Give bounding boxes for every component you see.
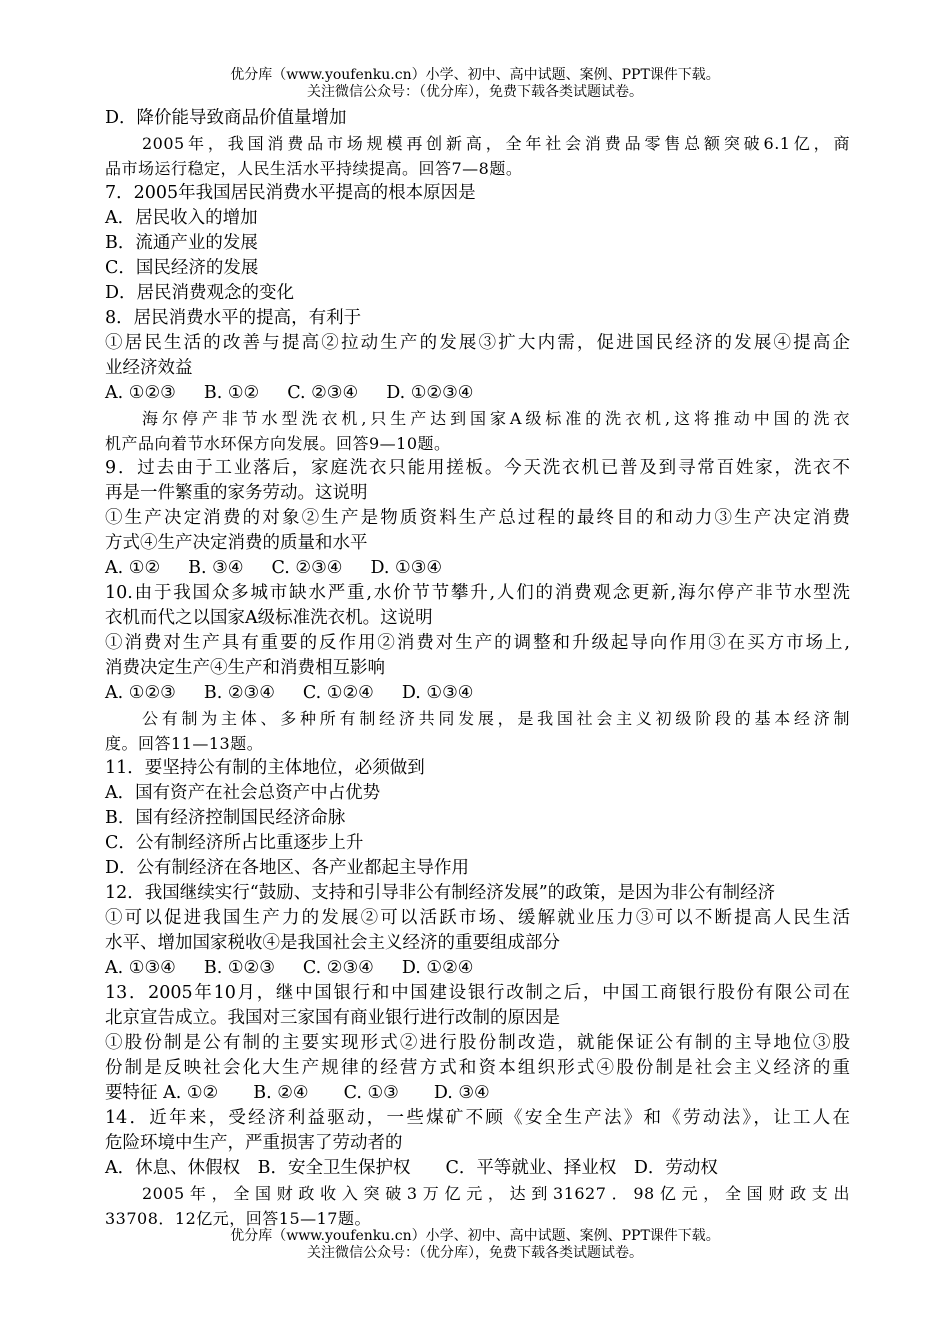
question-line: A．休息、休假权 B．安全卫生保护权 C．平等就业、择业权 D．劳动权: [105, 1158, 718, 1178]
question-line: 危险环境中生产，严重损害了劳动者的: [105, 1133, 403, 1153]
question-line: ①居民生活的改善与提高②拉动生产的发展③扩大内需，促进国民经济的发展④提高企: [105, 333, 850, 353]
question-line: ①股份制是公有制的主要实现形式②进行股份制改造，就能保证公有制的主导地位③股: [105, 1033, 850, 1053]
answer-option: B. ②③④: [203, 683, 275, 703]
question-line: 业经济效益: [105, 358, 193, 378]
question-line: D．公有制经济在各地区、各产业都起主导作用: [105, 858, 470, 878]
answer-options: [105, 381, 850, 406]
answer-options: [105, 956, 850, 981]
answer-option: A. ①②: [105, 558, 161, 578]
question-line: 水平、增加国家税收④是我国社会主义经济的重要组成部分: [105, 933, 560, 953]
question-line: 份制是反映社会化大生产规律的经营方式和资本组织形式④股份制是社会主义经济的重: [105, 1058, 850, 1078]
question-line: ①可以促进我国生产力的发展②可以活跃市场、缓解就业压力③可以不断提高人民生活: [105, 908, 850, 928]
answer-option: C. ②③④: [287, 383, 359, 403]
answer-options: [105, 681, 850, 706]
question-line: ①消费对生产具有重要的反作用②消费对生产的调整和升级起导向作用③在买方市场上,: [105, 633, 850, 653]
question-line: ①生产决定消费的对象②生产是物质资料生产总过程的最终目的和动力③生产决定消费: [105, 508, 850, 528]
question-line: C．国民经济的发展: [105, 258, 259, 278]
question-line: 再是一件繁重的家务劳动。这说明: [105, 483, 368, 503]
question-line: 衣机而代之以国家A级标准洗衣机。这说明: [105, 608, 433, 628]
answer-option: C. ①②④: [302, 683, 374, 703]
question-line: 9．过去由于工业落后，家庭洗衣只能用搓板。今天洗衣机已普及到寻常百姓家，洗衣不: [105, 458, 850, 478]
question-line: 11．要坚持公有制的主体地位，必须做到: [105, 758, 425, 778]
answer-option: A. ①②③: [105, 683, 176, 703]
header-line-2: 关注微信公众号：（优分库），免费下载各类试题试卷。: [307, 84, 643, 100]
passage-line: 品市场运行稳定，人民生活水平持续提高。回答7—8题。: [105, 159, 523, 178]
answer-option: C. ②③④: [302, 958, 374, 978]
question-line: A．居民收入的增加: [105, 208, 258, 228]
question-line: 方式④生产决定消费的质量和水平: [105, 533, 368, 553]
question-line: B．国有经济控制国民经济命脉: [105, 808, 346, 828]
page-footer: [0, 1228, 950, 1262]
passage-line: 公有制为主体、多种所有制经济共同发展，是我国社会主义初级阶段的基本经济制: [142, 709, 850, 728]
footer-line-1: 优分库（www.youfenku.cn）小学、初中、高中试题、案例、PPT课件下载。: [230, 1228, 720, 1244]
answer-option: B. ①②③: [203, 958, 275, 978]
footer-line-2: 关注微信公众号：（优分库），免费下载各类试题试卷。: [307, 1245, 643, 1261]
question-line: 消费决定生产④生产和消费相互影响: [105, 658, 385, 678]
question-line: 12．我国继续实行“鼓励、支持和引导非公有制经济发展”的政策，是因为非公有制经济: [105, 883, 776, 903]
passage-line: 2005年，全国财政收入突破3万亿元，达到31627．98亿元，全国财政支出: [142, 1184, 850, 1203]
answer-options: [105, 556, 850, 581]
answer-option: D. ①②④: [401, 958, 474, 978]
question-line: 要特征 A. ①② B. ②④ C. ①③ D. ③④: [105, 1083, 490, 1103]
answer-option: A. ①②③: [105, 383, 176, 403]
question-line: A．国有资产在社会总资产中占优势: [105, 783, 381, 803]
passage-line: 度。回答11—13题。: [105, 734, 264, 753]
passage-line: 2005年，我国消费品市场规模再创新高，全年社会消费品零售总额突破6.1亿，商: [142, 134, 850, 153]
passage-line: 33708．12亿元，回答15—17题。: [105, 1209, 371, 1228]
question-line: 13．2005年10月，继中国银行和中国建设银行改制之后，中国工商银行股份有限公司在: [105, 983, 850, 1003]
answer-option: D. ①②③④: [386, 383, 474, 403]
question-line: 8．居民消费水平的提高，有利于: [105, 308, 362, 328]
exam-body: [105, 106, 850, 1231]
question-line: C．公有制经济所占比重逐步上升: [105, 833, 364, 853]
passage-line: 海尔停产非节水型洗衣机,只生产达到国家A级标准的洗衣机,这将推动中国的洗衣: [142, 409, 850, 428]
answer-option: D. ①③④: [401, 683, 474, 703]
question-line: D．降价能导致商品价值量增加: [105, 108, 347, 128]
question-line: 10.由于我国众多城市缺水严重,水价节节攀升,人们的消费观念更新,海尔停产非节水型洗: [105, 583, 850, 603]
question-line: D．居民消费观念的变化: [105, 283, 295, 303]
question-line: 14．近年来，受经济利益驱动，一些煤矿不顾《安全生产法》和《劳动法》，让工人在: [105, 1108, 850, 1128]
question-line: B．流通产业的发展: [105, 233, 258, 253]
answer-option: A. ①③④: [105, 958, 176, 978]
answer-option: D. ①③④: [370, 558, 443, 578]
answer-option: B. ①②: [203, 383, 260, 403]
answer-option: C. ②③④: [271, 558, 343, 578]
header-line-1: 优分库（www.youfenku.cn）小学、初中、高中试题、案例、PPT课件下载。: [230, 67, 720, 83]
passage-line: 机产品向着节水环保方向发展。回答9—10题。: [105, 434, 451, 453]
question-line: 北京宣告成立。我国对三家国有商业银行进行改制的原因是: [105, 1008, 560, 1028]
page-header: [0, 67, 950, 101]
answer-option: B. ③④: [188, 558, 244, 578]
question-line: 7．2005年我国居民消费水平提高的根本原因是: [105, 183, 476, 203]
